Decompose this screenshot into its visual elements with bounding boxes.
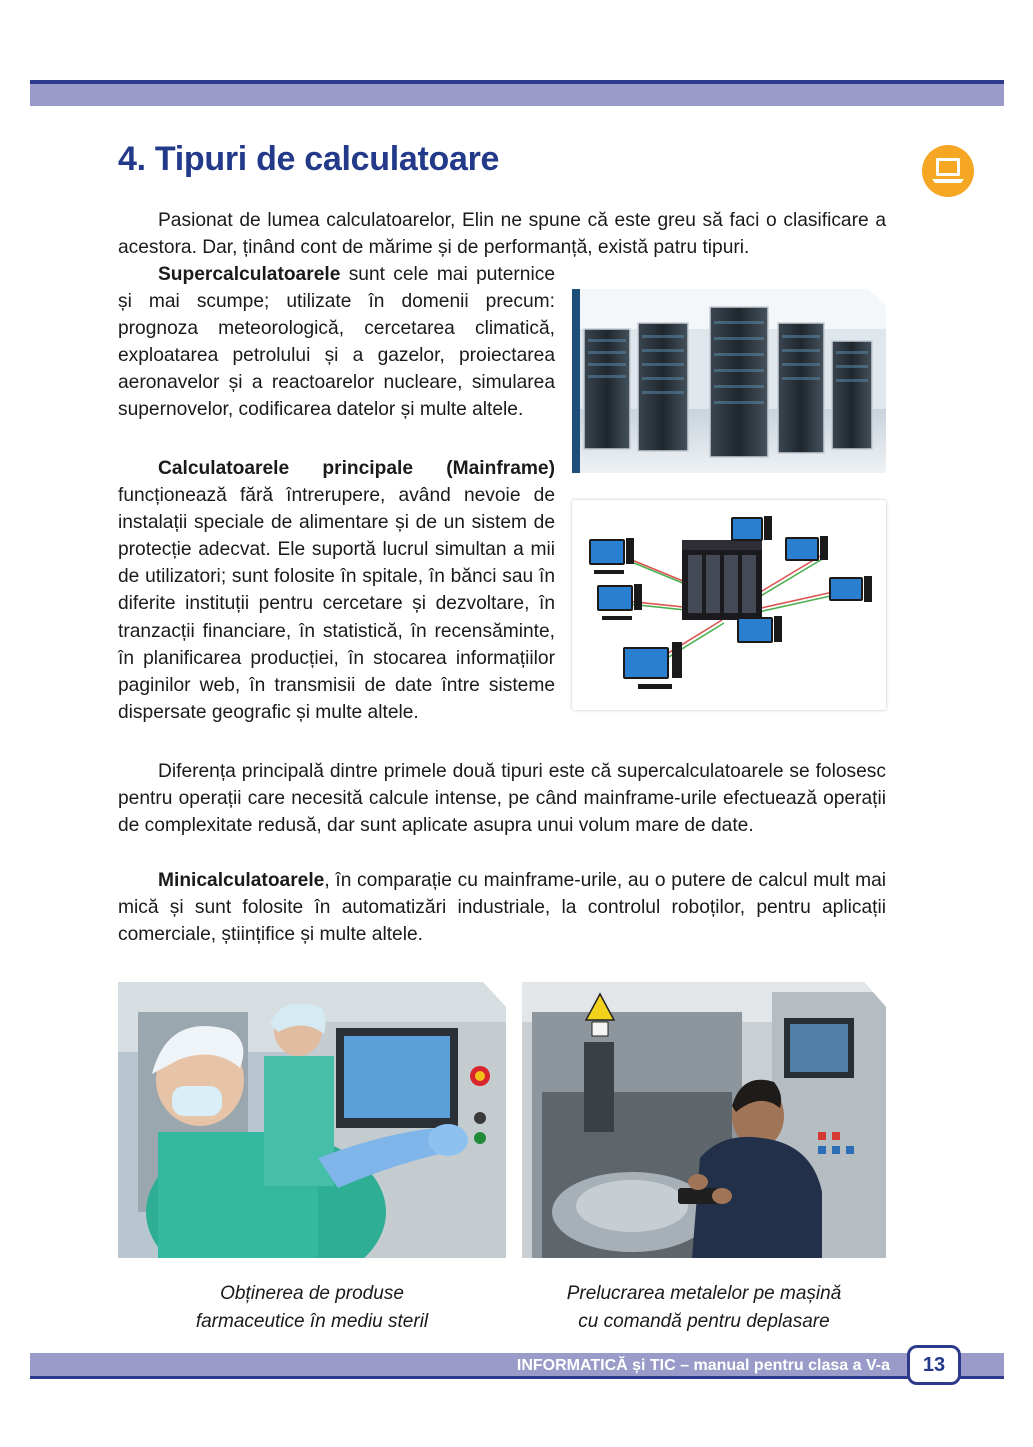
difference-paragraph: Diferența principală dintre primele două tipuri este că supercalculatoarele se folosesc pentru operații care necesită calcule intense, pe când mainframe-urile efectuează operații de complexitate redusă, dar sunt aplicate asupra unui volum mare de date. xyxy=(118,761,886,837)
caption-metal-machining xyxy=(522,1280,886,1336)
mainframe-paragraph xyxy=(118,455,555,726)
mainframe-network-image xyxy=(572,500,886,710)
caption-pharmaceutical xyxy=(118,1280,506,1336)
mainframe-text: funcționează fără întrerupere, având nevoie de instalații speciale de alimentare și de un sistem de protecție adecvat. Ele suportă lucrul simultan a mii de utilizatori; sunt folosite în spitale, în bănci sau în diferite instituții pentru cercetare și dezvoltare, în tranzacții financiare, în statistică, în recensăminte, în planificarea producției, în stocarea informațiilor paginilor web, în transmisii de date între sisteme dispersate geografic și multe altele. xyxy=(118,485,555,723)
intro-paragraph: Pasionat de lumea calculatoarelor, Elin ne spune că este greu să faci o clasificare a acestora. Dar, ținând cont de mărime și de performanță, există patru tipuri. xyxy=(118,210,886,259)
caption-pharmaceutical-line2: farmaceutice în mediu steril xyxy=(195,1311,429,1332)
caption-metal-machining-line2: cu comandă pentru deplasare xyxy=(578,1311,830,1332)
metal-machining-image xyxy=(522,982,886,1258)
minicomputers-paragraph xyxy=(118,867,886,948)
supercomputer-image xyxy=(572,289,886,473)
header-band xyxy=(30,80,1004,106)
footer-book-title: INFORMATICĂ și TIC – manual pentru clasa a V-a xyxy=(516,1357,890,1374)
caption-metal-machining-line1: Prelucrarea metalelor pe mașină xyxy=(566,1283,842,1304)
minicomputers-term: Minicalculatoarele xyxy=(158,870,325,891)
minicomputers-text: , în comparație cu mainframe-urile, au o putere de calcul mult mai mică și sunt folosite în automatizări industriale, la controlul roboților, pentru aplicații comerciale, științifice și multe altele. xyxy=(118,870,886,946)
caption-pharmaceutical-line1: Obținerea de produse xyxy=(220,1283,404,1304)
supercomputers-term: Supercalculatoarele xyxy=(158,264,341,285)
mainframe-term: Calculatoarele principale (Mainframe) xyxy=(158,458,555,479)
supercomputers-paragraph xyxy=(118,261,555,424)
pharmaceutical-production-image xyxy=(118,982,506,1258)
page-number: 13 xyxy=(907,1345,961,1385)
laptop-icon xyxy=(922,145,974,197)
supercomputers-text: sunt cele mai puternice și mai scumpe; utilizate în domenii precum: prognoza meteorologică, cercetarea climatică, exploatarea petrolului și a gazelor, proiectarea aeronavelor și a reactoarelor nucleare, simularea supernovelor, codificarea datelor și multe altele. xyxy=(118,264,555,421)
page-title: 4. Tipuri de calculatoare xyxy=(118,140,500,178)
